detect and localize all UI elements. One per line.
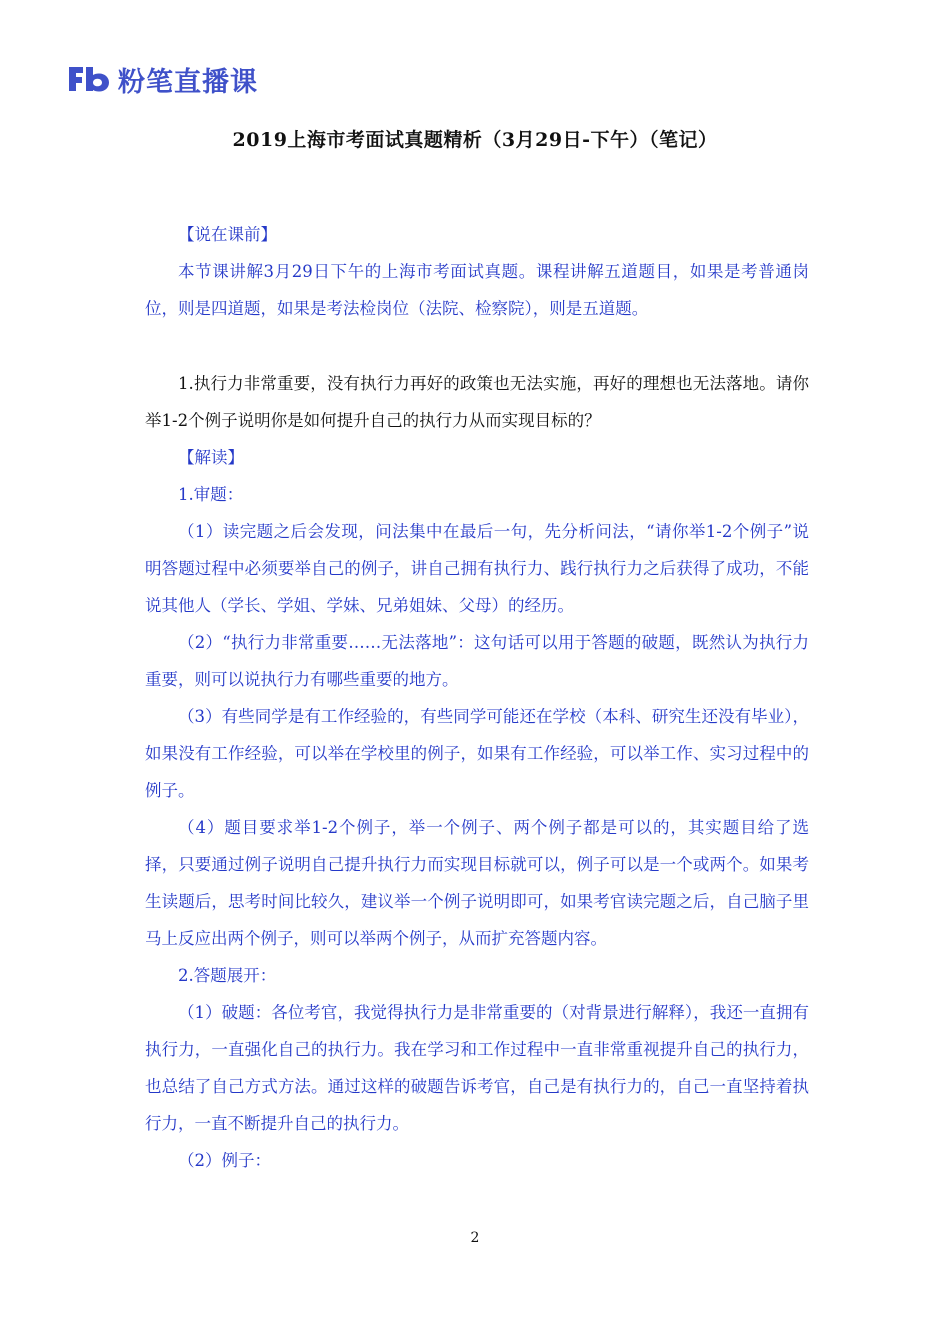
subheading-review: 1.审题： [178, 485, 244, 504]
analysis-point-4: （4）题目要求举1-2个例子，举一个例子、两个例子都是可以的，其实题目给了选择，只要通过例子说明自己提升执行力而实现目标就可以，例子可以是一个或两个。如果考生读题后，思考时间比较久，建议举一个例子说明即可，如果考官读完题之后，自己脑子里马上反应出两个例子，则可以举两个例子，从而扩充答题内容。 [145, 818, 809, 948]
answer-point-1: （1）破题：各位考官，我觉得执行力是非常重要的（对背景进行解释），我还一直拥有执行力，一直强化自己的执行力。我在学习和工作过程中一直非常重视提升自己的执行力，也总结了自己方式方法。通过这样的破题告诉考官，自己是有执行力的，自己一直坚持着执行力，一直不断提升自己的执行力。 [145, 1003, 809, 1133]
page-number: 2 [470, 1230, 480, 1246]
answer-point-2: （2）例子： [178, 1151, 271, 1170]
subheading-answer: 2.答题展开： [178, 966, 277, 985]
section-heading-analysis: 【解读】 [178, 448, 244, 467]
analysis-point-2: （2）“执行力非常重要……无法落地”：这句话可以用于答题的破题，既然认为执行力重要，则可以说执行力有哪些重要的地方。 [145, 633, 809, 689]
document-title: 2019上海市考面试真题精析（3月29日-下午）（笔记） [232, 129, 718, 151]
question-paragraph: 1.执行力非常重要，没有执行力再好的政策也无法实施，再好的理想也无法落地。请你举1-2个例子说明你是如何提升自己的执行力从而实现目标的？ [145, 374, 809, 430]
analysis-point-1: （1）读完题之后会发现，问法集中在最后一句，先分析问法，“请你举1-2个例子”说明答题过程中必须要举自己的例子，讲自己拥有执行力、践行执行力之后获得了成功，不能说其他人（学长、学姐、学妹、兄弟姐妹、父母）的经历。 [145, 522, 809, 615]
brand-logo [66, 60, 258, 98]
analysis-point-3: （3）有些同学是有工作经验的，有些同学可能还在学校（本科、研究生还没有毕业），如果没有工作经验，可以举在学校里的例子，如果有工作经验，可以举工作、实习过程中的例子。 [145, 707, 809, 800]
fb-logo-icon [66, 64, 112, 94]
intro-paragraph: 本节课讲解3月29日下午的上海市考面试真题。课程讲解五道题目，如果是考普通岗位，则是四道题，如果是考法检岗位（法院、检察院），则是五道题。 [145, 262, 809, 318]
logo-text: 粉笔直播课 [118, 66, 258, 98]
document-body [145, 216, 809, 1179]
section-heading-before-class: 【说在课前】 [178, 225, 277, 244]
